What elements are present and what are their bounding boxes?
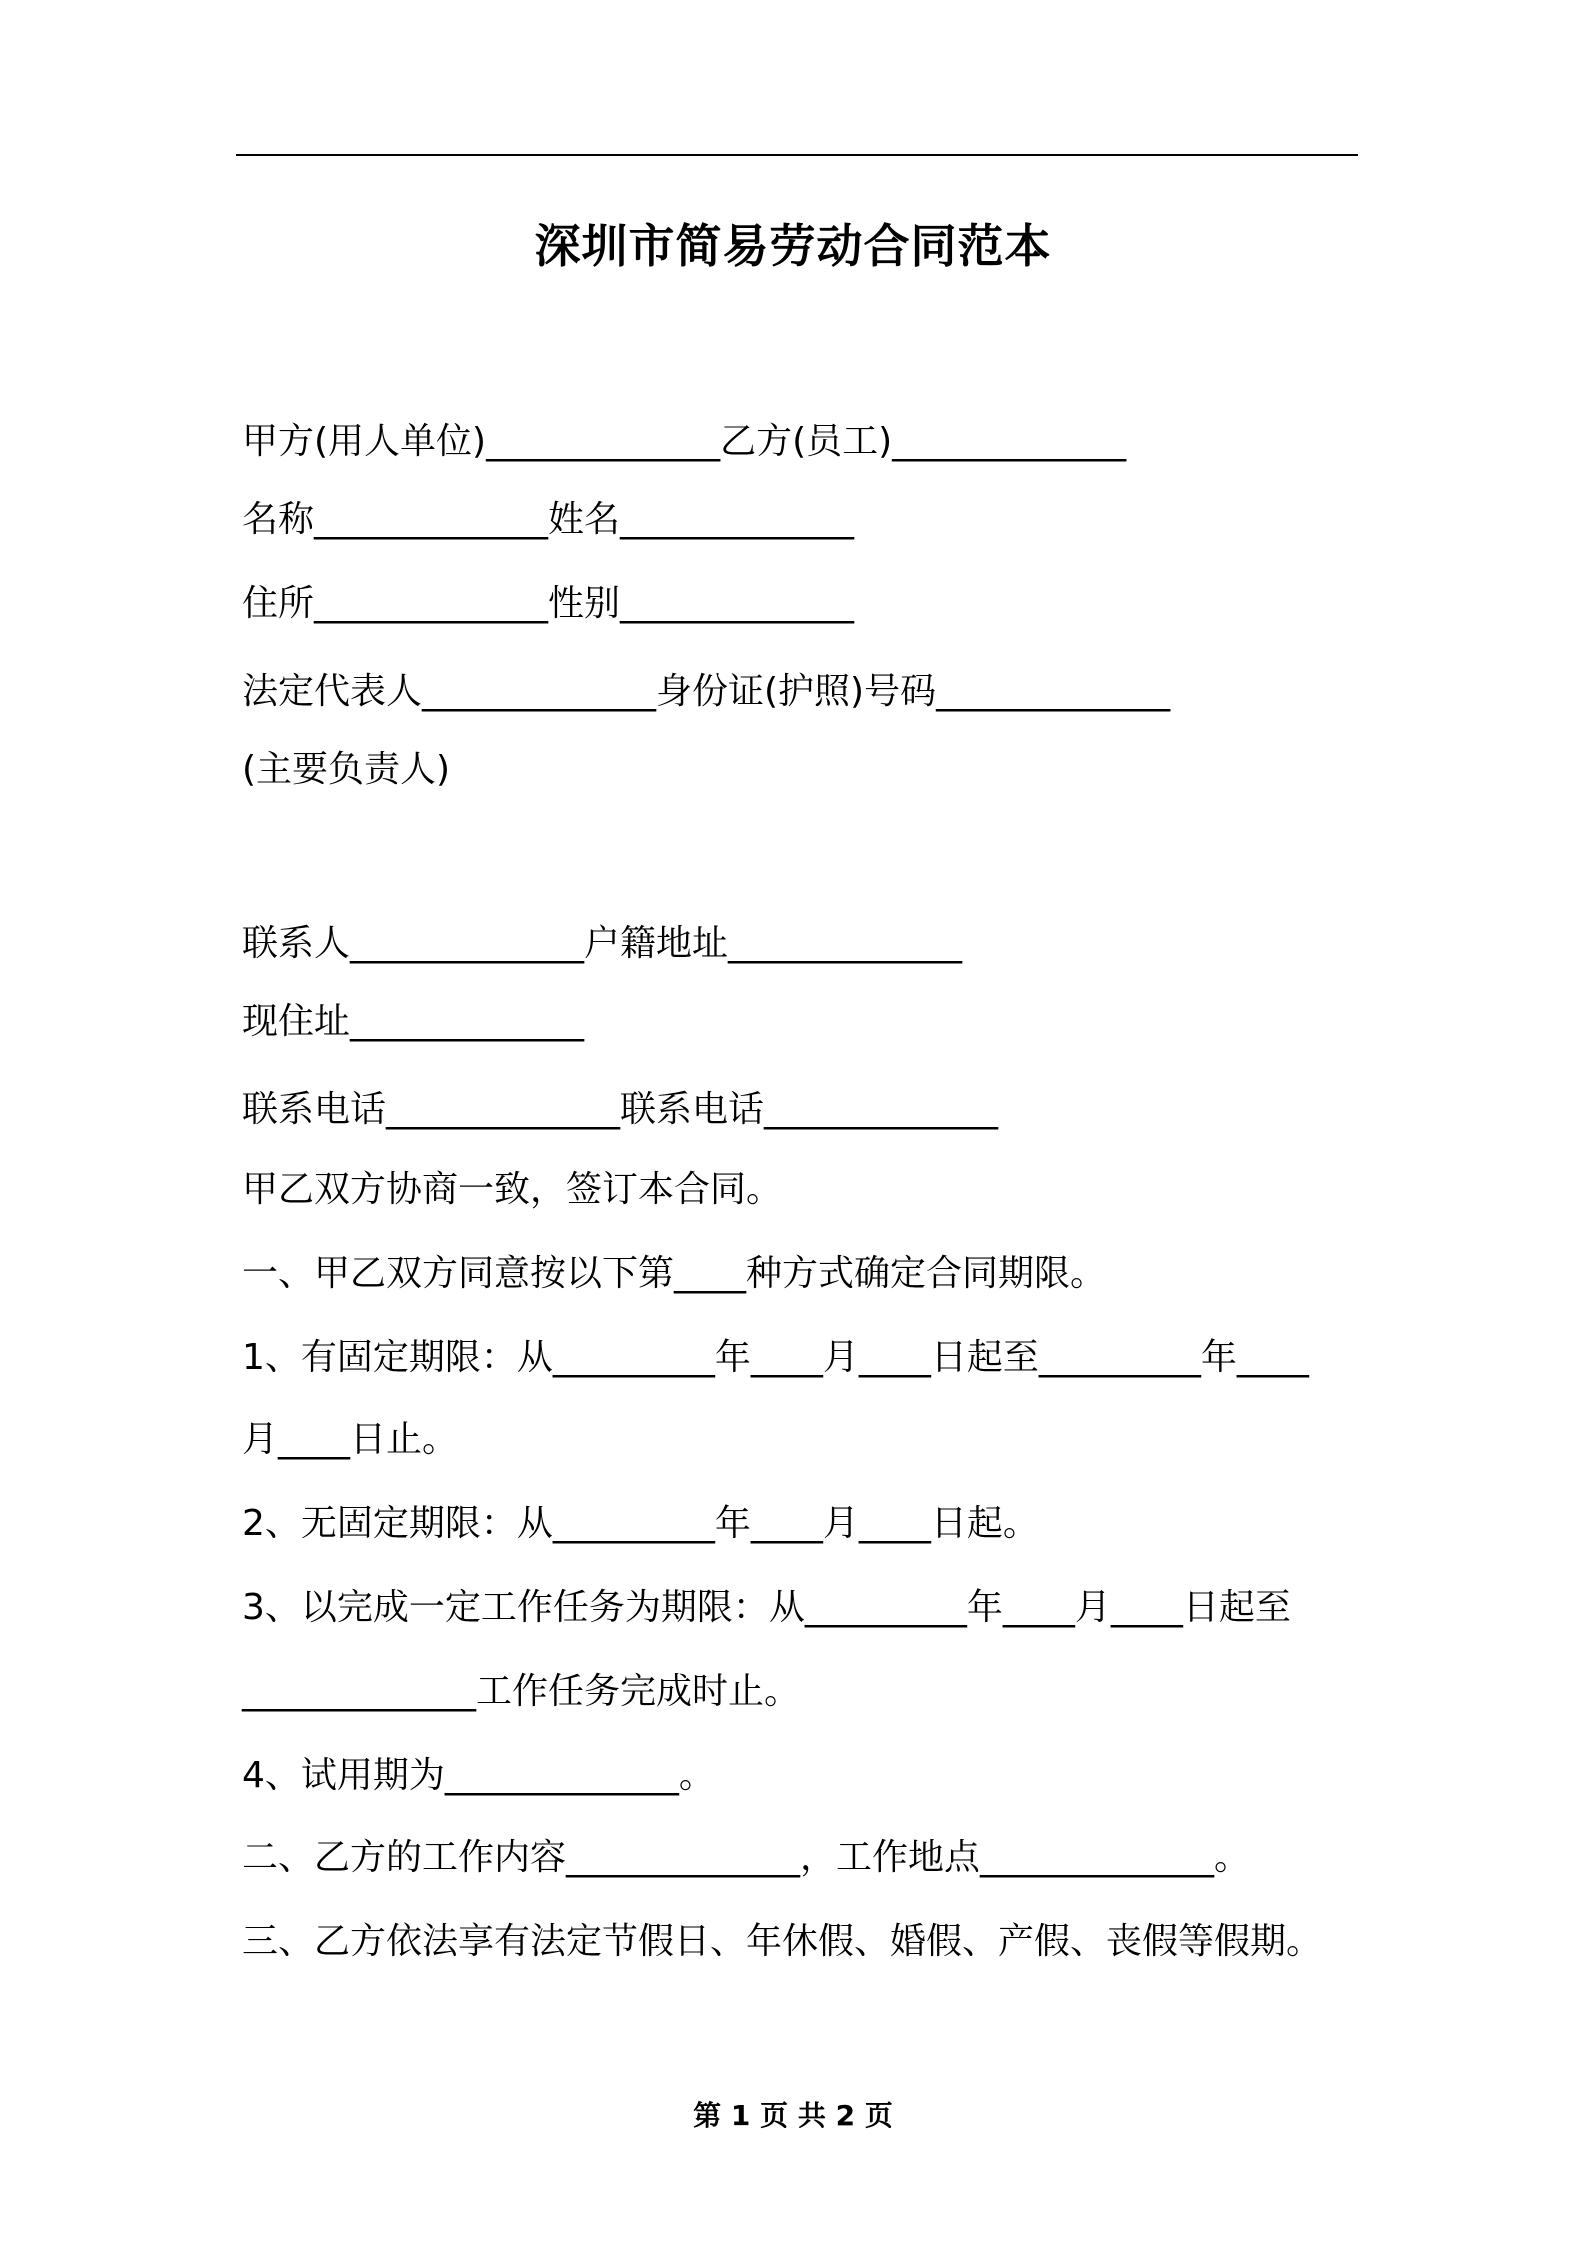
phone-line: 联系电话_____________联系电话_____________ bbox=[242, 1089, 999, 1130]
clause-1-item-3: 3、以完成一定工作任务为期限：从_________年____月____日起至 bbox=[242, 1587, 1291, 1628]
document-title: 深圳市简易劳动合同范本 bbox=[534, 219, 1052, 273]
clause-1-item-4: 4、试用期为_____________。 bbox=[242, 1755, 715, 1796]
name-line: 名称_____________姓名_____________ bbox=[242, 499, 854, 540]
principal-line: (主要负责人) bbox=[242, 749, 451, 790]
clause-1-item-1: 1、有固定期限：从_________年____月____日起至_________年____ bbox=[242, 1337, 1309, 1378]
clause-2: 二、乙方的工作内容_____________，工作地点_____________。 bbox=[242, 1837, 1251, 1878]
clause-1-heading: 一、甲乙双方同意按以下第____种方式确定合同期限。 bbox=[242, 1253, 1107, 1294]
page-indicator: 第 1 页 共 2 页 bbox=[693, 2099, 893, 2132]
party-a-b-line: 甲方(用人单位)_____________乙方(员工)_____________ bbox=[242, 421, 1127, 462]
address-gender-line: 住所_____________性别_____________ bbox=[242, 583, 854, 624]
clause-1-item-3-cont: _____________工作任务完成时止。 bbox=[242, 1671, 801, 1712]
clause-1-item-2: 2、无固定期限：从_________年____月____日起。 bbox=[242, 1503, 1039, 1544]
header-rule bbox=[236, 154, 1358, 156]
clause-3: 三、乙方依法享有法定节假日、年休假、婚假、产假、丧假等假期。 bbox=[242, 1921, 1323, 1962]
contact-household-line: 联系人_____________户籍地址_____________ bbox=[242, 923, 963, 964]
legal-rep-id-line: 法定代表人_____________身份证(护照)号码_____________ bbox=[242, 671, 1171, 712]
agreement-line: 甲乙双方协商一致，签订本合同。 bbox=[242, 1169, 783, 1210]
clause-1-item-1-cont: 月____日止。 bbox=[242, 1419, 459, 1460]
current-address-line: 现住址_____________ bbox=[242, 1001, 585, 1042]
